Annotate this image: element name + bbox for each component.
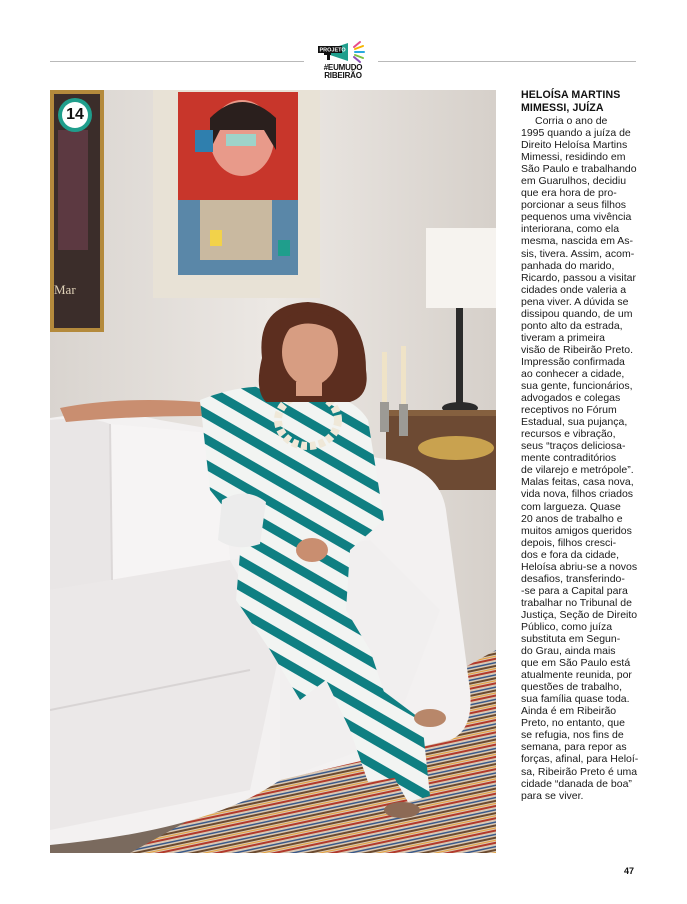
body-line: Mimessi, residindo em	[521, 151, 626, 164]
body-line: para se viver.	[521, 789, 584, 802]
body-line: pena viver. A dúvida se	[521, 295, 629, 308]
body-line: tiveram a primeira	[521, 331, 606, 344]
body-line: que era hora de pro-	[521, 187, 617, 200]
body-line: desafios, transferindo-	[521, 572, 625, 585]
body-line: sua família quase toda.	[521, 693, 630, 706]
body-line: vida nova, filhos criados	[521, 488, 634, 501]
body-line: visão de Ribeirão Preto.	[521, 343, 634, 356]
body-line: Ainda é em Ribeirão	[521, 705, 617, 718]
headline-line-2: MIMESSI, JUÍZA	[521, 102, 604, 114]
headline-line-1: HELOÍSA MARTINS	[521, 89, 621, 101]
body-line: seus “traços deliciosa-	[521, 440, 626, 453]
body-line: 20 anos de trabalho e	[521, 512, 623, 525]
logo-hashtag: #EUMUDO RIBEIRÃO	[323, 63, 363, 80]
body-line: dos e fora da cidade,	[521, 548, 620, 561]
body-line: Justiça, Seção de Direito	[521, 608, 638, 621]
svg-text:Mar: Mar	[54, 282, 76, 297]
article-headline	[521, 89, 636, 115]
body-line: advogados e colegas	[521, 392, 621, 405]
body-line: semana, para repor as	[521, 741, 627, 754]
body-line: porcionar a seus filhos	[521, 199, 627, 212]
body-line: que em São Paulo está	[521, 657, 631, 670]
megaphone-icon	[318, 40, 370, 64]
body-line: pequenos uma vivência	[521, 211, 632, 224]
body-line: se refugia, nos fins de	[521, 729, 624, 742]
body-line: mesma, nascida em As-	[521, 235, 634, 248]
body-line: -se para a Capital para	[521, 584, 628, 597]
body-line: panhada do marido,	[521, 259, 615, 272]
page-number: 47	[624, 866, 635, 876]
body-line: mente contraditórios	[521, 452, 617, 465]
body-line: cidades onde valeria a	[521, 283, 627, 296]
body-line: questões de trabalho,	[521, 681, 622, 694]
project-logo	[312, 38, 374, 82]
body-line: sua gente, funcionários,	[521, 380, 633, 393]
body-line: ponto alto da estrada,	[521, 319, 623, 332]
portrait-photo	[50, 90, 496, 853]
body-line: Ricardo, passou a visitar	[521, 271, 636, 284]
body-line: substituta em Segun-	[521, 633, 621, 646]
body-line: muitos amigos queridos	[521, 524, 632, 537]
body-line: ao conhecer a cidade,	[521, 367, 625, 380]
header-rule-left	[50, 61, 304, 62]
body-line: atualmente reunida, por	[521, 669, 632, 682]
body-line: Público, como juíza	[521, 620, 613, 633]
article-body	[521, 115, 639, 802]
article-column	[521, 89, 639, 802]
body-line: São Paulo e trabalhando	[521, 163, 637, 176]
body-line: recursos e vibração,	[521, 428, 616, 441]
body-line: dissipou quando, de um	[521, 307, 633, 320]
body-line: Estadual, sua pujança,	[521, 416, 628, 429]
logo-top-text: PROJETO	[319, 47, 346, 54]
body-line: receptivos no Fórum	[521, 404, 617, 417]
body-line: depois, filhos cresci-	[521, 536, 617, 549]
badge-number: 14	[62, 102, 88, 128]
body-line: Impressão confirmada	[521, 355, 625, 368]
body-line: de vilarejo e metrópole”.	[521, 464, 634, 477]
body-line: Corria o ano de	[535, 115, 608, 127]
body-line: Preto, no entanto, que	[521, 717, 625, 730]
body-line: Direito Heloísa Martins	[521, 139, 628, 152]
body-line: Heloísa abriu-se a novos	[521, 560, 638, 573]
header-rule-right	[378, 61, 636, 62]
body-line: do Grau, ainda mais	[521, 645, 616, 658]
body-line: trabalhar no Tribunal de	[521, 596, 632, 609]
body-line: sis, tivera. Assim, acom-	[521, 247, 635, 260]
body-line: interiorana, como ela	[521, 223, 620, 236]
body-line: cidade “danada de boa”	[521, 777, 632, 790]
body-line: com largueza. Quase	[521, 500, 621, 513]
number-badge	[58, 98, 92, 132]
body-line: 1995 quando a juíza de	[521, 127, 631, 140]
body-line: forças, afinal, para Heloí-	[521, 753, 639, 766]
body-line: sa, Ribeirão Preto é uma	[521, 765, 638, 778]
body-line: Malas feitas, casa nova,	[521, 476, 634, 489]
photo-scene	[50, 90, 496, 853]
body-line: em Guarulhos, decidiu	[521, 175, 627, 188]
